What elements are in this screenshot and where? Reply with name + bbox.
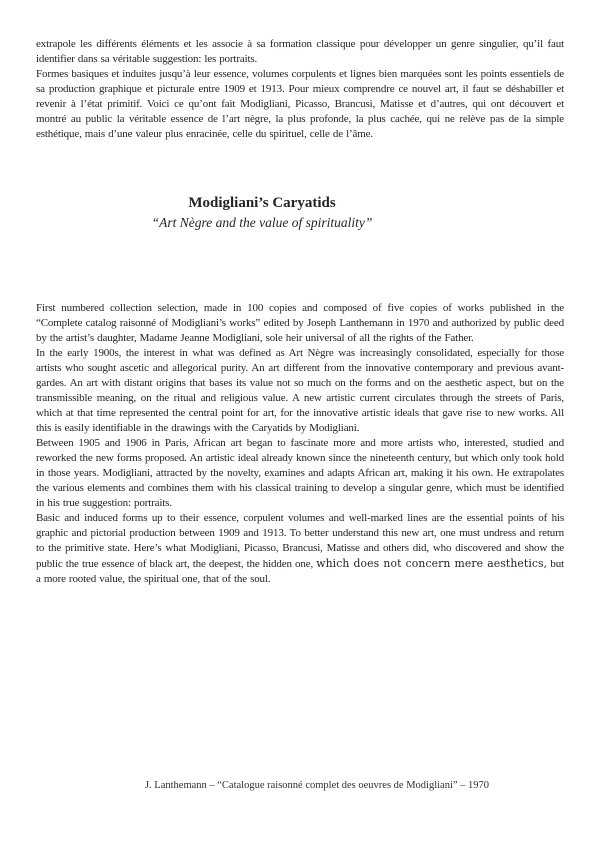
french-paragraph-2: Formes basiques et induites jusqu’à leur essence, volumes corpulents et lignes bien marquées sont les points essentiels de sa production graphique et picturale entre 1909 et 1913. Pour mieux comprendre ce nouvel art, il faut se déshabiller et revenir à l’état primitif. Voici ce qu’ont fait Modigliani, Picasso, Brancusi, Matisse et d’autres, qui ont découvert et montré au public la véritable essence de l’art nègre, la plus profonde, la plus cachée, qui ne relève pas de la simple esthétique, mais d’une valeur plus enracinée, celle du spirituel, celle de l’âme. [36, 68, 564, 140]
section-title: Modigliani’s Caryatids [188, 195, 336, 211]
english-paragraph-4 [36, 511, 564, 587]
section-subtitle: “Art Nègre and the value of spirituality” [151, 215, 373, 230]
section-heading [36, 194, 564, 231]
footer-caption: J. Lanthemann – “Catalogue raisonné complet des oeuvres de Modigliani” – 1970 [144, 780, 490, 791]
french-paragraph-1: extrapole les différents éléments et les associe à sa formation classique pour développer un genre singulier, qu’il faut identifier dans sa véritable suggestion: les portraits. [36, 38, 564, 65]
english-body-section [36, 301, 564, 587]
english-paragraph-1: First numbered collection selection, made in 100 copies and composed of five copies of works published in the “Complete catalog raisonné of Modigliani’s works” edited by Joseph Lanthemann in 1970 and authorized by public deed by the artist’s daughter, Madame Jeanne Modigliani, sole heir universal of all the rights of the Father. [36, 302, 564, 344]
french-intro-section [36, 37, 564, 142]
english-paragraph-2: In the early 1900s, the interest in what was defined as Art Nègre was increasingly consolidated, especially for those artists who sought ascetic and allegorical purity. An art different from the innovative contemporary and previous avant-gardes. An art with distant origins that bases its value not so much on the forms and on the aesthetic aspect, but on the transmissible meaning, on the ritual and religious value. A new artistic current circulates through the streets of Paris, which at that time represented the central point for art, for the innovative artistic ideals that gave rise to new works. All this is easily identifiable in the drawings with the Caryatids by Modigliani. [36, 347, 564, 434]
paragraph-4-end: but a more rooted value, the spiritual one, that of the soul. [36, 558, 564, 585]
english-paragraph-3: Between 1905 and 1906 in Paris, African art began to fascinate more and more artists who, interested, studied and reworked the new forms proposed. An artistic ideal already known since the nineteenth century, but which only took hold in those years. Modigliani, attracted by the novelty, examines and adapts African art, making it his own. He extrapolates the various elements and combines them with his classical training to develop a singular genre, which must be identified in his true suggestion: portraits. [36, 437, 564, 509]
text-column [36, 37, 564, 587]
paragraph-4-start: Basic and induced forms up to their essence, corpulent volumes and well-marked lines are the essential points of his graphic and pictorial production between 1909 and 1913. To better understand this new art, one must undress and return to the primitive state. Here’s what Modigliani, Picasso, Brancusi, Matisse and others did, who discovered and show the public the true essence of black art, the deepest, the hidden one, [36, 512, 564, 570]
paragraph-4-alt-font-span: which does not concern mere aesthetics, [316, 557, 548, 570]
